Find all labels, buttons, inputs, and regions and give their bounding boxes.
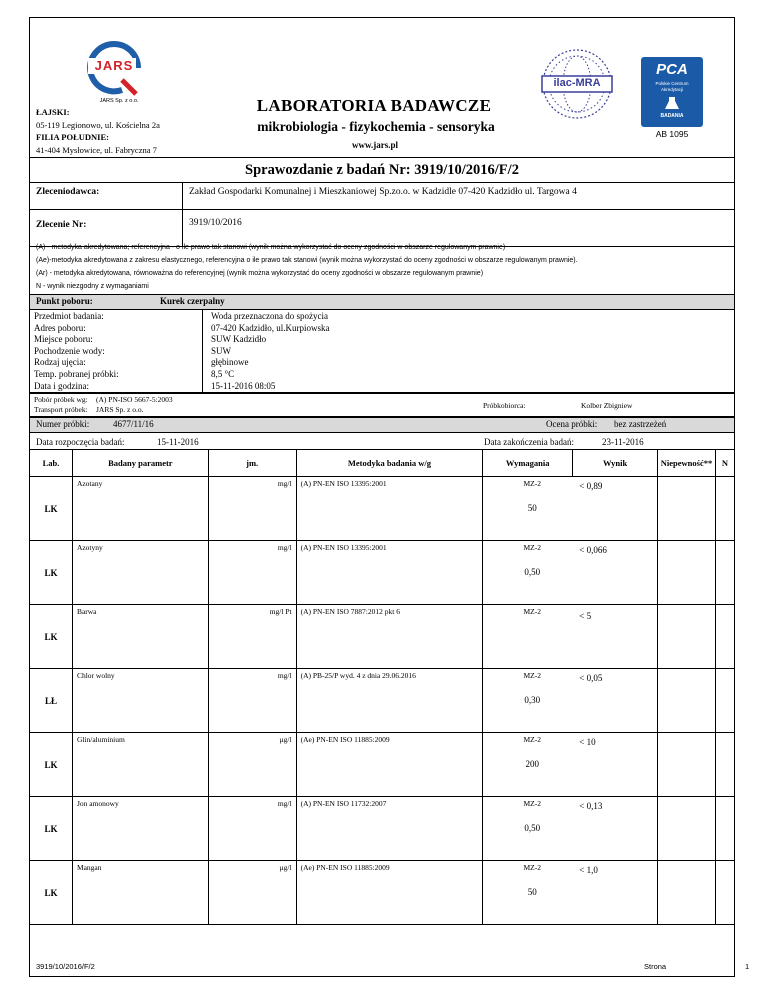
cell-parameter: Jon amonowy xyxy=(72,797,208,861)
sample-details-box xyxy=(29,309,735,393)
cell-lab: LK xyxy=(30,733,73,797)
header-requirement: Wymagania xyxy=(483,450,573,477)
sample-assessment-label: Ocena próbki: xyxy=(546,419,598,429)
header-uncertainty: Niepewność** xyxy=(658,450,716,477)
cell-lab: LK xyxy=(30,605,73,669)
cell-parameter: Glin/aluminium xyxy=(72,733,208,797)
cell-method: (A) PN-EN ISO 11732:2007 xyxy=(296,797,483,861)
header-divider xyxy=(29,157,735,158)
sample-field-label: Miejsce poboru: xyxy=(34,334,93,345)
jars-logo xyxy=(82,40,146,104)
legend xyxy=(36,241,578,293)
sample-field-label: Pochodzenie wody: xyxy=(34,345,105,356)
table-row xyxy=(30,477,735,541)
office-label: ŁAJSKI: xyxy=(36,107,70,117)
cell-unit: mg/l Pt xyxy=(208,605,296,669)
sample-field-value: głębinowe xyxy=(211,357,249,368)
sample-field-value: 07-420 Kadzidło, ul.Kurpiowska xyxy=(211,322,330,333)
pca-logo xyxy=(641,57,703,137)
requirement-limit: 0,50 xyxy=(524,823,541,833)
sample-field-value: Woda przeznaczona do spożycia xyxy=(211,311,328,321)
sample-field-label: Przedmiot badania: xyxy=(34,311,104,321)
transport-label: Transport próbek: xyxy=(34,405,88,414)
table-row xyxy=(30,797,735,861)
results-table xyxy=(29,449,735,925)
cell-lab: LŁ xyxy=(30,669,73,733)
header-method: Metodyka badania w/g xyxy=(296,450,483,477)
cell-requirement xyxy=(483,477,658,541)
lab-website: www.jars.pl xyxy=(351,140,398,150)
cell-requirement xyxy=(483,861,658,925)
cell-unit: mg/l xyxy=(208,477,296,541)
header-nonconformity: N xyxy=(715,450,734,477)
cell-requirement xyxy=(483,797,658,861)
cell-parameter: Azotyny xyxy=(72,541,208,605)
header-result: Wynik xyxy=(573,450,658,477)
client-label: Zleceniodawca: xyxy=(30,183,183,210)
cell-method: (A) PN-EN ISO 13395:2001 xyxy=(296,477,483,541)
sample-field-label: Adres poboru: xyxy=(34,322,86,333)
ilac-text: ilac-MRA xyxy=(553,77,601,89)
cell-nonconformity xyxy=(715,861,734,925)
requirement-code: MZ-2 xyxy=(523,799,541,808)
cell-method: (A) PN-EN ISO 13395:2001 xyxy=(296,541,483,605)
sampler-value: Kolber Zbigniew xyxy=(581,401,633,410)
start-date-label: Data rozpoczęcia badań: xyxy=(36,437,125,447)
result-value: < 0,066 xyxy=(579,545,607,555)
cell-method: (Ae) PN-EN ISO 11885:2009 xyxy=(296,861,483,925)
cell-parameter: Azotany xyxy=(72,477,208,541)
client-row xyxy=(30,183,735,210)
cell-unit: mg/l xyxy=(208,797,296,861)
end-date-value: 23-11-2016 xyxy=(602,437,644,447)
pca-sub1: Polskie Centrum xyxy=(655,81,689,86)
pca-badge-label: BADANIA xyxy=(660,113,684,119)
table-row xyxy=(30,541,735,605)
cell-requirement xyxy=(483,733,658,797)
cell-unit: mg/l xyxy=(208,669,296,733)
accreditation-number: AB 1095 xyxy=(655,129,689,139)
cell-requirement xyxy=(483,605,658,669)
cell-method: (A) PN-EN ISO 7887:2012 pkt 6 xyxy=(296,605,483,669)
ilac-mra-logo xyxy=(538,46,616,122)
cell-nonconformity xyxy=(715,797,734,861)
lab-subtitle: mikrobiologia - fizykochemia - sensoryka xyxy=(257,119,495,134)
sample-field-value: SUW Kadzidło xyxy=(211,334,267,345)
legend-line: (Ar) - metodyka akredytowana, równoważna do referencyjnej (wynik można wykorzystać do oceny zgodności w obszarze regulowanym prawnie) xyxy=(36,270,484,277)
cell-unit: µg/l xyxy=(208,733,296,797)
requirement-code: MZ-2 xyxy=(523,863,541,872)
cell-uncertainty xyxy=(658,605,716,669)
sample-number-label: Numer próbki: xyxy=(36,419,90,429)
sample-field-values xyxy=(211,311,329,392)
cell-uncertainty xyxy=(658,861,716,925)
order-label: Zlecenie Nr: xyxy=(30,210,183,247)
result-value: < 0,13 xyxy=(579,801,603,811)
cell-uncertainty xyxy=(658,733,716,797)
footer-page-label: Strona xyxy=(644,962,667,971)
table-row xyxy=(30,861,735,925)
requirement-code: MZ-2 xyxy=(523,607,541,616)
sampling-method-label: Pobór próbek wg: xyxy=(34,395,88,404)
report-title: Sprawozdanie z badań Nr: 3919/10/2016/F/2 xyxy=(245,162,519,178)
results-header-row xyxy=(30,450,735,477)
sample-field-value: 15-11-2016 08:05 xyxy=(211,380,276,391)
legend-line: (Ae)-metodyka akredytowana z zakresu elastycznego, referencyjna o ile prawo tak stanowi (wynik można wykorzystać do oceny zgodności w obszarze regulowanym prawnie). xyxy=(36,257,578,264)
requirement-code: MZ-2 xyxy=(523,671,541,680)
cell-parameter: Barwa xyxy=(72,605,208,669)
result-value: < 0,89 xyxy=(579,481,603,491)
cell-nonconformity xyxy=(715,541,734,605)
requirement-limit: 0,30 xyxy=(524,695,541,705)
requirement-code: MZ-2 xyxy=(523,543,541,552)
cell-method: (Ae) PN-EN ISO 11885:2009 xyxy=(296,733,483,797)
cell-unit: µg/l xyxy=(208,861,296,925)
table-row xyxy=(30,733,735,797)
requirement-limit: 50 xyxy=(527,503,537,513)
sampling-method-value: (A) PN-ISO 5667-5:2003 xyxy=(96,395,173,404)
cell-method: (A) PB-25/P wyd. 4 z dnia 29.06.2016 xyxy=(296,669,483,733)
requirement-limit: 200 xyxy=(525,759,539,769)
requirement-code: MZ-2 xyxy=(523,479,541,488)
order-value: 3919/10/2016 xyxy=(183,210,735,247)
cell-lab: LK xyxy=(30,861,73,925)
sampling-point-value: Kurek czerpalny xyxy=(160,296,225,306)
branch-address: 41-404 Mysłowice, ul. Fabryczna 7 xyxy=(36,144,157,155)
footer-report-number: 3919/10/2016/F/2 xyxy=(36,962,95,971)
office-address: 05-119 Legionowo, ul. Kościelna 2a xyxy=(36,119,160,130)
sample-field-label: Temp. pobranej próbki: xyxy=(34,368,119,379)
sample-field-labels xyxy=(34,311,119,392)
sampling-point-label: Punkt poboru: xyxy=(36,296,93,306)
sample-details-divider xyxy=(202,309,203,393)
client-value: Zakład Gospodarki Komunalnej i Mieszkaniowej Sp.zo.o. w Kadzidle 07-420 Kadzidło ul. Targowa 4 xyxy=(183,183,735,210)
legend-line: (A) - metodyka akredytowana; referencyjna - o ile prawo tak stanowi (wynik można wykorzystać do oceny zgodności w obszarze regulowanym prawnie) xyxy=(36,244,506,251)
cell-lab: LK xyxy=(30,477,73,541)
header-parameter: Badany parametr xyxy=(72,450,208,477)
sample-field-value: SUW xyxy=(211,345,231,356)
legend-line: N - wynik niezgodny z wymaganiami xyxy=(36,283,149,290)
header-lab: Lab. xyxy=(30,450,73,477)
cell-uncertainty xyxy=(658,669,716,733)
pca-logo-text: PCA xyxy=(656,61,688,78)
sampling-point-bar xyxy=(29,294,735,310)
pca-sub2: Akredytacji xyxy=(660,87,683,92)
result-value: < 0,05 xyxy=(579,673,603,683)
cell-lab: LK xyxy=(30,541,73,605)
cell-parameter: Chlor wolny xyxy=(72,669,208,733)
branch-label: FILIA POŁUDNIE: xyxy=(36,132,109,142)
result-value: < 5 xyxy=(579,611,592,621)
table-row xyxy=(30,605,735,669)
result-value: < 1,0 xyxy=(579,865,598,875)
end-date-label: Data zakończenia badań: xyxy=(484,437,574,447)
cell-lab: LK xyxy=(30,797,73,861)
cell-nonconformity xyxy=(715,669,734,733)
table-row xyxy=(30,669,735,733)
requirement-code: MZ-2 xyxy=(523,735,541,744)
client-table xyxy=(29,182,735,247)
cell-uncertainty xyxy=(658,541,716,605)
sample-field-label: Rodzaj ujęcia: xyxy=(34,357,86,368)
cell-uncertainty xyxy=(658,797,716,861)
result-value: < 10 xyxy=(579,737,596,747)
cell-unit: mg/l xyxy=(208,541,296,605)
lab-addresses xyxy=(36,106,160,156)
requirement-limit: 0,50 xyxy=(524,567,541,577)
footer-page-number: 1 xyxy=(745,962,750,971)
requirement-limit: 50 xyxy=(527,887,537,897)
sample-field-label: Data i godzina: xyxy=(34,380,89,391)
cell-uncertainty xyxy=(658,477,716,541)
cell-requirement xyxy=(483,541,658,605)
start-date-value: 15-11-2016 xyxy=(157,437,199,447)
lab-title: LABORATORIA BADAWCZE xyxy=(256,96,492,115)
jars-logo-text: JARS xyxy=(94,58,134,73)
cell-parameter: Mangan xyxy=(72,861,208,925)
sample-field-value: 8,5 °C xyxy=(211,368,235,379)
sample-number-value: 4677/11/16 xyxy=(113,419,154,429)
sample-assessment-value: bez zastrzeżeń xyxy=(614,419,667,429)
cell-requirement xyxy=(483,669,658,733)
transport-value: JARS Sp. z o.o. xyxy=(96,405,144,414)
sampler-label: Próbkobiorca: xyxy=(483,401,526,410)
cell-nonconformity xyxy=(715,477,734,541)
cell-nonconformity xyxy=(715,733,734,797)
cell-nonconformity xyxy=(715,605,734,669)
header-unit: jm. xyxy=(208,450,296,477)
jars-logo-subtext: JARS Sp. z o.o. xyxy=(99,98,139,104)
flask-icon xyxy=(665,97,679,109)
